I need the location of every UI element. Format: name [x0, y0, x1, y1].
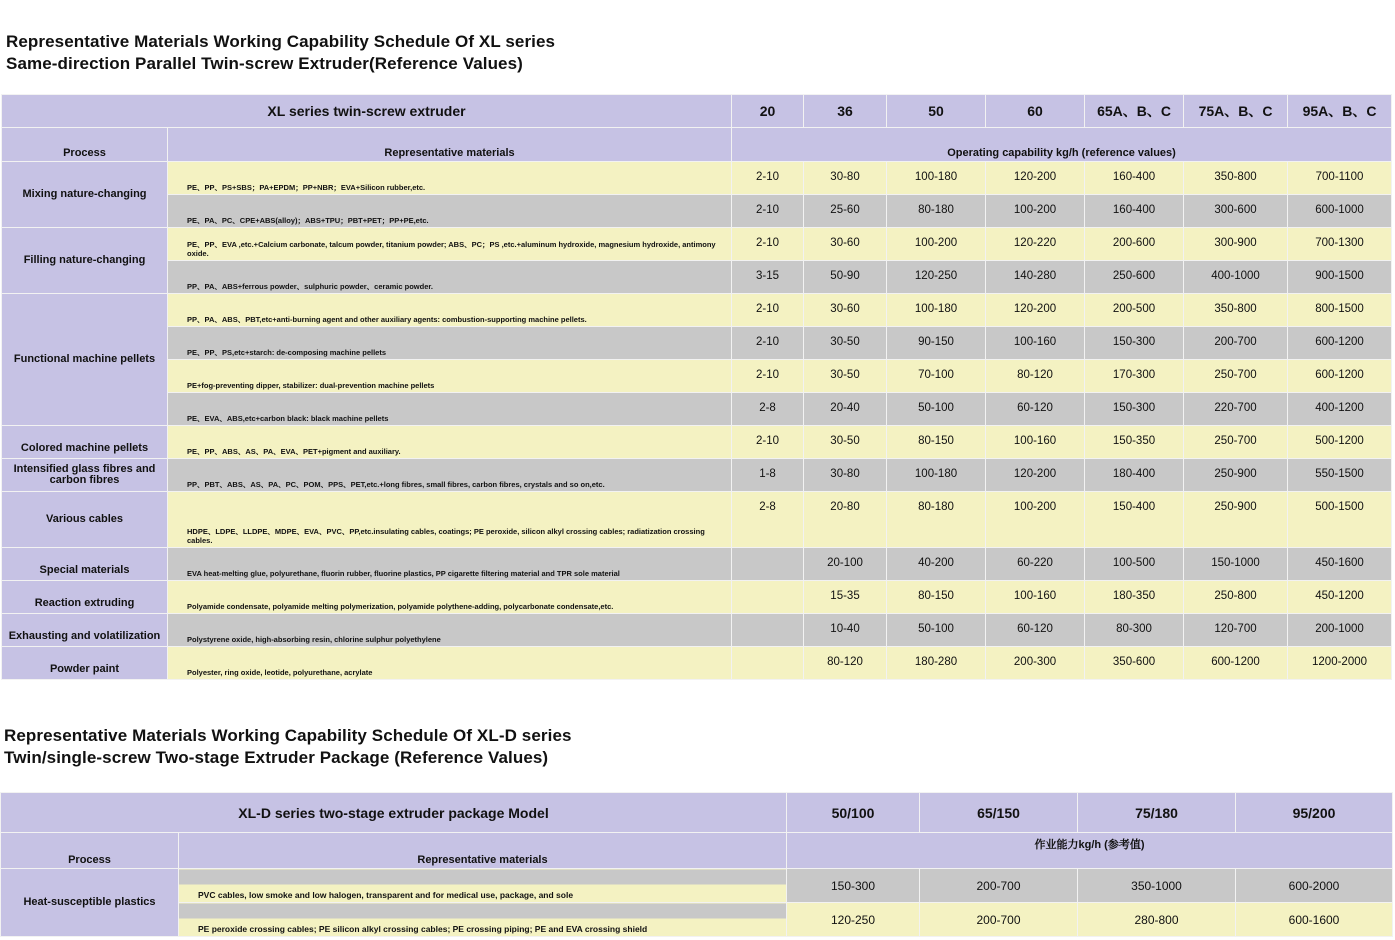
xld-title-line1: Representative Materials Working Capability Schedule Of XL-D series	[4, 726, 572, 745]
value-cell: 180-400	[1085, 459, 1184, 492]
xl-process-header: Process	[2, 128, 168, 162]
value-cell: 3-15	[732, 261, 804, 294]
value-cell: 200-700	[920, 903, 1078, 937]
process-cell: Intensified glass fibres and carbon fibres	[2, 459, 168, 492]
value-cell: 80-180	[887, 195, 986, 228]
xld-materials-header: Representative materials	[179, 833, 787, 869]
value-cell: 100-500	[1085, 548, 1184, 581]
value-cell: 180-350	[1085, 581, 1184, 614]
value-cell: 600-1000	[1288, 195, 1392, 228]
table-row	[2, 228, 1392, 261]
table-row	[2, 360, 1392, 393]
value-cell: 100-160	[986, 327, 1085, 360]
value-cell: 150-300	[1085, 327, 1184, 360]
value-cell: 150-400	[1085, 492, 1184, 548]
xld-capability-table	[0, 792, 1393, 937]
process-cell: Powder paint	[2, 647, 168, 680]
materials-cell: PE+fog-preventing dipper, stabilizer: dual-prevention machine pellets	[168, 360, 732, 393]
value-cell	[732, 581, 804, 614]
value-cell: 150-1000	[1184, 548, 1288, 581]
value-cell: 250-700	[1184, 360, 1288, 393]
process-cell: Mixing nature-changing	[2, 162, 168, 228]
value-cell: 90-150	[887, 327, 986, 360]
table-row	[2, 162, 1392, 195]
value-cell: 700-1100	[1288, 162, 1392, 195]
xl-schedule-title	[6, 31, 555, 75]
value-cell: 80-120	[986, 360, 1085, 393]
xld-schedule-title	[4, 725, 572, 769]
value-cell: 60-120	[986, 614, 1085, 647]
value-cell: 600-1200	[1288, 327, 1392, 360]
table-row	[2, 261, 1392, 294]
value-cell: 250-900	[1184, 459, 1288, 492]
value-cell: 300-900	[1184, 228, 1288, 261]
value-cell: 70-100	[887, 360, 986, 393]
value-cell: 180-280	[887, 647, 986, 680]
value-cell: 100-200	[986, 195, 1085, 228]
value-cell: 30-50	[804, 426, 887, 459]
xld-process-header: Process	[1, 833, 179, 869]
value-cell: 80-150	[887, 581, 986, 614]
value-cell: 30-60	[804, 228, 887, 261]
value-cell: 350-1000	[1078, 869, 1236, 903]
value-cell	[732, 647, 804, 680]
value-cell: 2-10	[732, 195, 804, 228]
xl-title-line2: Same-direction Parallel Twin-screw Extruder(Reference Values)	[6, 54, 523, 73]
value-cell: 2-10	[732, 162, 804, 195]
value-cell: 800-1500	[1288, 294, 1392, 327]
value-cell: 15-35	[804, 581, 887, 614]
xl-model-65: 65A、B、C	[1085, 95, 1184, 128]
value-cell: 60-120	[986, 393, 1085, 426]
value-cell: 200-700	[1184, 327, 1288, 360]
value-cell: 150-350	[1085, 426, 1184, 459]
xld-title-line2: Twin/single-screw Two-stage Extruder Package (Reference Values)	[4, 748, 549, 767]
xl-materials-header: Representative materials	[168, 128, 732, 162]
value-cell: 1-8	[732, 459, 804, 492]
value-cell: 20-40	[804, 393, 887, 426]
xl-model-header: XL series twin-screw extruder	[2, 95, 732, 128]
process-cell: Filling nature-changing	[2, 228, 168, 294]
value-cell: 250-600	[1085, 261, 1184, 294]
value-cell: 350-800	[1184, 294, 1288, 327]
process-cell: Special materials	[2, 548, 168, 581]
value-cell: 120-250	[887, 261, 986, 294]
table-row	[2, 614, 1392, 647]
value-cell: 400-1000	[1184, 261, 1288, 294]
value-cell: 30-60	[804, 294, 887, 327]
materials-cell: PE、PP、EVA ,etc.+Calcium carbonate, talcum powder, titanium powder; ABS、PC；PS ,etc.+aluminum hydroxide, magnesium hydroxide, antimony oxide.	[168, 228, 732, 261]
materials-cell: PE、PP、PS+SBS；PA+EPDM；PP+NBR；EVA+Silicon rubber,etc.	[168, 162, 732, 195]
value-cell: 80-120	[804, 647, 887, 680]
value-cell: 80-150	[887, 426, 986, 459]
value-cell: 450-1200	[1288, 581, 1392, 614]
value-cell: 600-1200	[1288, 360, 1392, 393]
materials-cell: PE、PP、PS,etc+starch: de-composing machine pellets	[168, 327, 732, 360]
table-row	[2, 459, 1392, 492]
materials-cell: PE、EVA、ABS,etc+carbon black: black machine pellets	[168, 393, 732, 426]
value-cell: 50-100	[887, 614, 986, 647]
process-cell: Various cables	[2, 492, 168, 548]
xl-model-50: 50	[887, 95, 986, 128]
xl-capability-table	[1, 94, 1392, 680]
value-cell: 80-180	[887, 492, 986, 548]
value-cell: 120-200	[986, 294, 1085, 327]
value-cell: 50-100	[887, 393, 986, 426]
value-cell: 120-250	[787, 903, 920, 937]
materials-cell: Polyamide condensate, polyamide melting polymerization, polyamide polythene-adding, polycarbonate condensate,etc.	[168, 581, 732, 614]
value-cell: 250-700	[1184, 426, 1288, 459]
xl-model-36: 36	[804, 95, 887, 128]
xl-model-60: 60	[986, 95, 1085, 128]
value-cell: 10-40	[804, 614, 887, 647]
xld-model-50-100: 50/100	[787, 793, 920, 833]
xl-model-75: 75A、B、C	[1184, 95, 1288, 128]
materials-cell: PE、PA、PC、CPE+ABS(alloy)；ABS+TPU；PBT+PET；PP+PE,etc.	[168, 195, 732, 228]
table-row	[2, 581, 1392, 614]
materials-cell: EVA heat-melting glue, polyurethane, fluorin rubber, fluorine plastics, PP cigarette filtering material and TPR sole material	[168, 548, 732, 581]
xl-capability-header: Operating capability kg/h (reference values)	[732, 128, 1392, 162]
process-cell: Colored machine pellets	[2, 426, 168, 459]
process-cell: Reaction extruding	[2, 581, 168, 614]
value-cell: 900-1500	[1288, 261, 1392, 294]
value-cell: 150-300	[787, 869, 920, 903]
xld-model-75-180: 75/180	[1078, 793, 1236, 833]
value-cell: 80-300	[1085, 614, 1184, 647]
materials-cell: PE peroxide crossing cables; PE silicon alkyl crossing cables; PE crossing piping; PE and EVA crossing shield	[179, 903, 787, 937]
table-row	[2, 294, 1392, 327]
value-cell: 500-1200	[1288, 426, 1392, 459]
value-cell: 2-10	[732, 294, 804, 327]
value-cell: 600-1600	[1236, 903, 1393, 937]
value-cell: 150-300	[1085, 393, 1184, 426]
xld-model-header: XL-D series two-stage extruder package Model	[1, 793, 787, 833]
value-cell: 2-8	[732, 492, 804, 548]
materials-cell: PE、PP、ABS、AS、PA、EVA、PET+pigment and auxiliary.	[168, 426, 732, 459]
materials-cell: PP、PA、ABS、PBT,etc+anti-burning agent and other auxiliary agents: combustion-supporting machine pellets.	[168, 294, 732, 327]
value-cell: 600-2000	[1236, 869, 1393, 903]
value-cell: 30-80	[804, 459, 887, 492]
table-row	[2, 327, 1392, 360]
value-cell: 2-10	[732, 360, 804, 393]
materials-cell: PP、PA、ABS+ferrous powder、sulphuric powder、ceramic powder.	[168, 261, 732, 294]
value-cell: 100-180	[887, 459, 986, 492]
value-cell: 250-900	[1184, 492, 1288, 548]
value-cell: 60-220	[986, 548, 1085, 581]
value-cell: 100-160	[986, 426, 1085, 459]
xld-model-65-150: 65/150	[920, 793, 1078, 833]
value-cell: 100-160	[986, 581, 1085, 614]
table-row	[2, 426, 1392, 459]
process-cell: Heat-susceptible plastics	[1, 869, 179, 937]
xld-model-95-200: 95/200	[1236, 793, 1393, 833]
value-cell: 120-220	[986, 228, 1085, 261]
value-cell: 200-300	[986, 647, 1085, 680]
table-row	[2, 548, 1392, 581]
value-cell: 300-600	[1184, 195, 1288, 228]
value-cell: 2-8	[732, 393, 804, 426]
value-cell: 120-700	[1184, 614, 1288, 647]
value-cell: 120-200	[986, 162, 1085, 195]
value-cell: 700-1300	[1288, 228, 1392, 261]
value-cell: 250-800	[1184, 581, 1288, 614]
value-cell: 200-1000	[1288, 614, 1392, 647]
process-cell: Functional machine pellets	[2, 294, 168, 426]
value-cell: 600-1200	[1184, 647, 1288, 680]
value-cell: 200-700	[920, 869, 1078, 903]
value-cell: 280-800	[1078, 903, 1236, 937]
value-cell: 40-200	[887, 548, 986, 581]
materials-cell: PP、PBT、ABS、AS、PA、PC、POM、PPS、PET,etc.+long fibres, small fibres, carbon fibres, crystals and so on,etc.	[168, 459, 732, 492]
value-cell: 25-60	[804, 195, 887, 228]
value-cell	[732, 548, 804, 581]
table-row	[2, 492, 1392, 548]
value-cell: 350-800	[1184, 162, 1288, 195]
value-cell: 1200-2000	[1288, 647, 1392, 680]
value-cell: 100-180	[887, 294, 986, 327]
value-cell: 2-10	[732, 426, 804, 459]
table-row	[1, 903, 1393, 937]
value-cell: 20-80	[804, 492, 887, 548]
xl-model-95: 95A、B、C	[1288, 95, 1392, 128]
value-cell: 170-300	[1085, 360, 1184, 393]
process-cell: Exhausting and volatilization	[2, 614, 168, 647]
table-row	[1, 869, 1393, 903]
value-cell: 30-50	[804, 327, 887, 360]
value-cell: 450-1600	[1288, 548, 1392, 581]
value-cell: 160-400	[1085, 162, 1184, 195]
xld-capability-header: 作业能力kg/h (参考值)	[787, 833, 1393, 869]
materials-cell: Polyester, ring oxide, leotide, polyurethane, acrylate	[168, 647, 732, 680]
value-cell: 30-50	[804, 360, 887, 393]
xl-title-line1: Representative Materials Working Capability Schedule Of XL series	[6, 32, 556, 51]
table-row	[2, 195, 1392, 228]
value-cell: 30-80	[804, 162, 887, 195]
value-cell: 100-200	[986, 492, 1085, 548]
materials-cell: HDPE、LDPE、LLDPE、MDPE、EVA、PVC、PP,etc.insulating cables, coatings; PE peroxide, silicon alkyl crossing cables; radiatization crossing cables.	[168, 492, 732, 548]
value-cell: 160-400	[1085, 195, 1184, 228]
value-cell: 550-1500	[1288, 459, 1392, 492]
value-cell: 20-100	[804, 548, 887, 581]
value-cell: 500-1500	[1288, 492, 1392, 548]
value-cell	[732, 614, 804, 647]
value-cell: 2-10	[732, 228, 804, 261]
value-cell: 140-280	[986, 261, 1085, 294]
value-cell: 50-90	[804, 261, 887, 294]
value-cell: 200-600	[1085, 228, 1184, 261]
value-cell: 220-700	[1184, 393, 1288, 426]
value-cell: 2-10	[732, 327, 804, 360]
value-cell: 100-200	[887, 228, 986, 261]
table-row	[2, 393, 1392, 426]
value-cell: 200-500	[1085, 294, 1184, 327]
xl-model-20: 20	[732, 95, 804, 128]
materials-cell: PVC cables, low smoke and low halogen, transparent and for medical use, package, and sole	[179, 869, 787, 903]
value-cell: 120-200	[986, 459, 1085, 492]
value-cell: 400-1200	[1288, 393, 1392, 426]
value-cell: 100-180	[887, 162, 986, 195]
materials-cell: Polystyrene oxide, high-absorbing resin, chlorine sulphur polyethylene	[168, 614, 732, 647]
value-cell: 350-600	[1085, 647, 1184, 680]
table-row	[2, 647, 1392, 680]
